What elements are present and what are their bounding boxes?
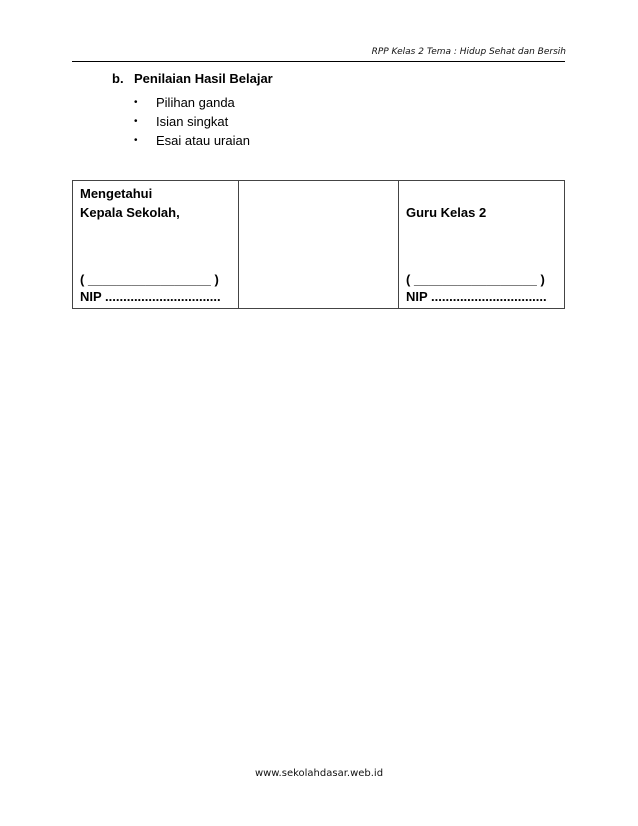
list-item <box>134 112 250 131</box>
bullet-icon: • <box>134 97 138 108</box>
teacher-title: Guru Kelas 2 <box>406 205 487 220</box>
principal-title: Kepala Sekolah, <box>80 205 180 220</box>
list-item-label: Isian singkat <box>156 114 229 129</box>
principal-nip: NIP ................................ <box>80 289 221 304</box>
bullet-icon: • <box>134 116 138 127</box>
signature-cell-principal <box>73 181 239 309</box>
list-item <box>134 93 250 112</box>
header-rule <box>72 61 565 62</box>
section-title: Penilaian Hasil Belajar <box>134 71 273 86</box>
teacher-nip: NIP ................................ <box>406 289 547 304</box>
signature-cell-empty <box>239 181 399 309</box>
list-item <box>134 131 250 150</box>
signature-cell-teacher <box>399 181 565 309</box>
list-item-label: Pilihan ganda <box>156 95 235 110</box>
acknowledged-label: Mengetahui <box>80 186 153 201</box>
signature-table <box>72 180 565 309</box>
teacher-name-line: ( _________________ ) <box>406 272 545 287</box>
section-marker: b. <box>112 71 124 86</box>
running-header: RPP Kelas 2 Tema : Hidup Sehat dan Bersih <box>371 47 566 57</box>
bullet-icon: • <box>134 135 138 146</box>
assessment-list <box>134 93 250 150</box>
principal-name-line: ( _________________ ) <box>80 272 219 287</box>
list-item-label: Esai atau uraian <box>156 133 250 148</box>
footer-website: www.sekolahdasar.web.id <box>254 768 384 779</box>
section-heading <box>112 71 273 86</box>
